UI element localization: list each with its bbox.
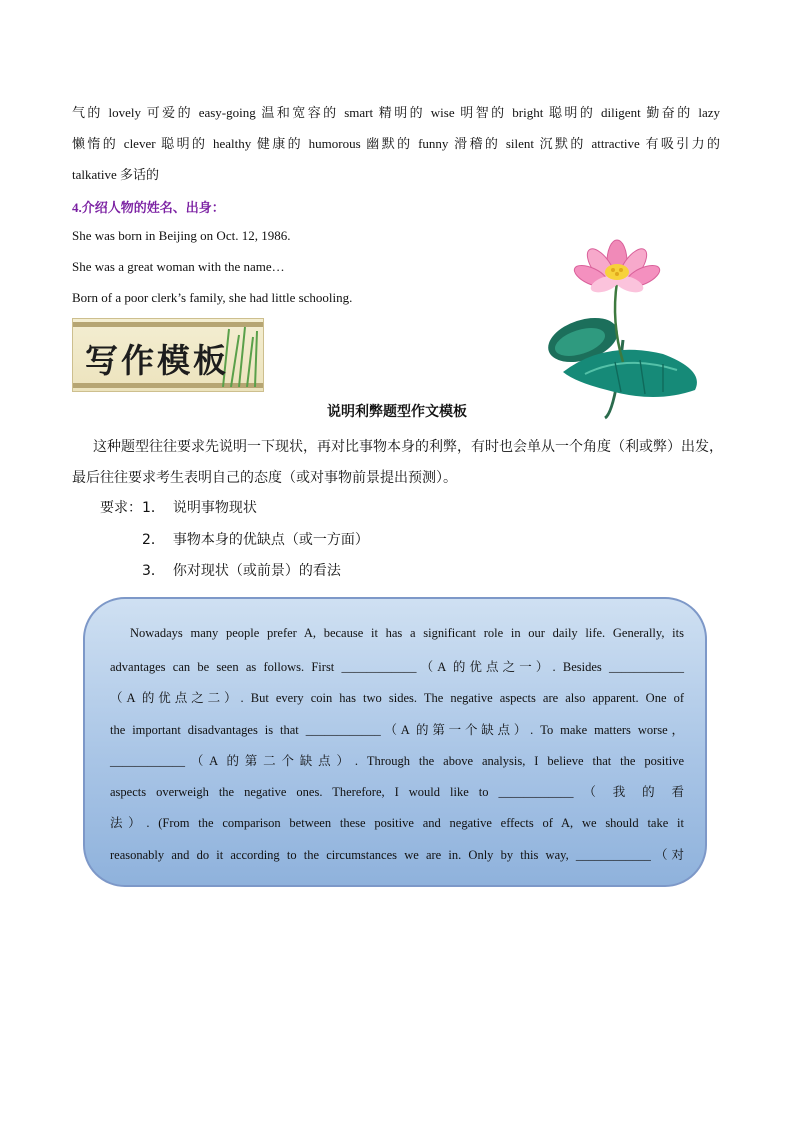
- template-title: 说明利弊题型作文模板: [327, 404, 467, 420]
- template-line-6: aspects overweigh the negative ones. Therefore, I would like to ____________ （ 我 的 看: [110, 785, 684, 799]
- requirement-text: 你对现状（或前景）的看法: [172, 563, 341, 579]
- template-line-2: advantages can be seen as follows. First ____________（A 的优点之一）. Besides ____________: [110, 660, 684, 674]
- example-sentence-1: She was born in Beijing on Oct. 12, 1986.: [72, 228, 291, 243]
- vocab-line-2: 懒惰的 clever 聪明的 healthy 健康的 humorous 幽默的 funny 滑稽的 silent 沉默的 attractive 有吸引力的: [72, 136, 720, 151]
- writing-template-banner: [72, 318, 264, 392]
- lotus-illustration: [545, 222, 705, 420]
- requirement-number: 1．: [142, 500, 165, 516]
- requirement-number: 3．: [142, 563, 165, 579]
- requirements-item-2: [142, 529, 369, 549]
- requirements-item-3: [142, 560, 341, 580]
- banner-text: 写作模板: [85, 341, 229, 380]
- intro-line-1: 这种题型往往要求先说明一下现状，再对比事物本身的利弊，有时也会单从一个角度（利或弊）出发，: [93, 439, 723, 455]
- example-sentence-2: She was a great woman with the name…: [72, 259, 285, 274]
- example-sentence-3: Born of a poor clerk’s family, she had little schooling.: [72, 290, 353, 305]
- requirement-text: 说明事物现状: [172, 500, 257, 516]
- requirements-item-1: [100, 497, 257, 517]
- vocab-line-1: 气的 lovely 可爱的 easy-going 温和宽容的 smart 精明的 wise 明智的 bright 聪明的 diligent 勤奋的 lazy: [72, 105, 720, 120]
- template-line-8: reasonably and do it according to the circumstances we are in. Only by this way, ____________（对: [110, 848, 684, 862]
- requirement-text: 事物本身的优缺点（或一方面）: [172, 532, 369, 548]
- vocab-line-3: talkative 多话的: [72, 167, 160, 182]
- template-line-4: the important disadvantages is that ____________（A 的第一个缺点）. To make matters worse，: [110, 723, 684, 737]
- template-line-3: （A 的优点之二）. But every coin has two sides. The negative aspects are also apparent. One of: [110, 691, 684, 705]
- template-line-1: Nowadays many people prefer A, because it has a significant role in our daily life. Generally, its: [130, 626, 684, 640]
- template-line-5: ____________（A 的第二个缺点）. Through the above analysis, I believe that the positive: [110, 754, 684, 768]
- essay-template-box: [83, 597, 707, 887]
- section-4-heading: 4.介绍人物的姓名、出身：: [72, 200, 225, 215]
- intro-line-2: 最后往往要求考生表明自己的态度（或对事物前景提出预测）。: [72, 470, 457, 486]
- requirement-number: 2．: [142, 532, 165, 548]
- requirements-label: 要求：: [100, 500, 142, 516]
- template-line-7: 法）. (From the comparison between these positive and negative effects of A, we should take it: [110, 816, 684, 830]
